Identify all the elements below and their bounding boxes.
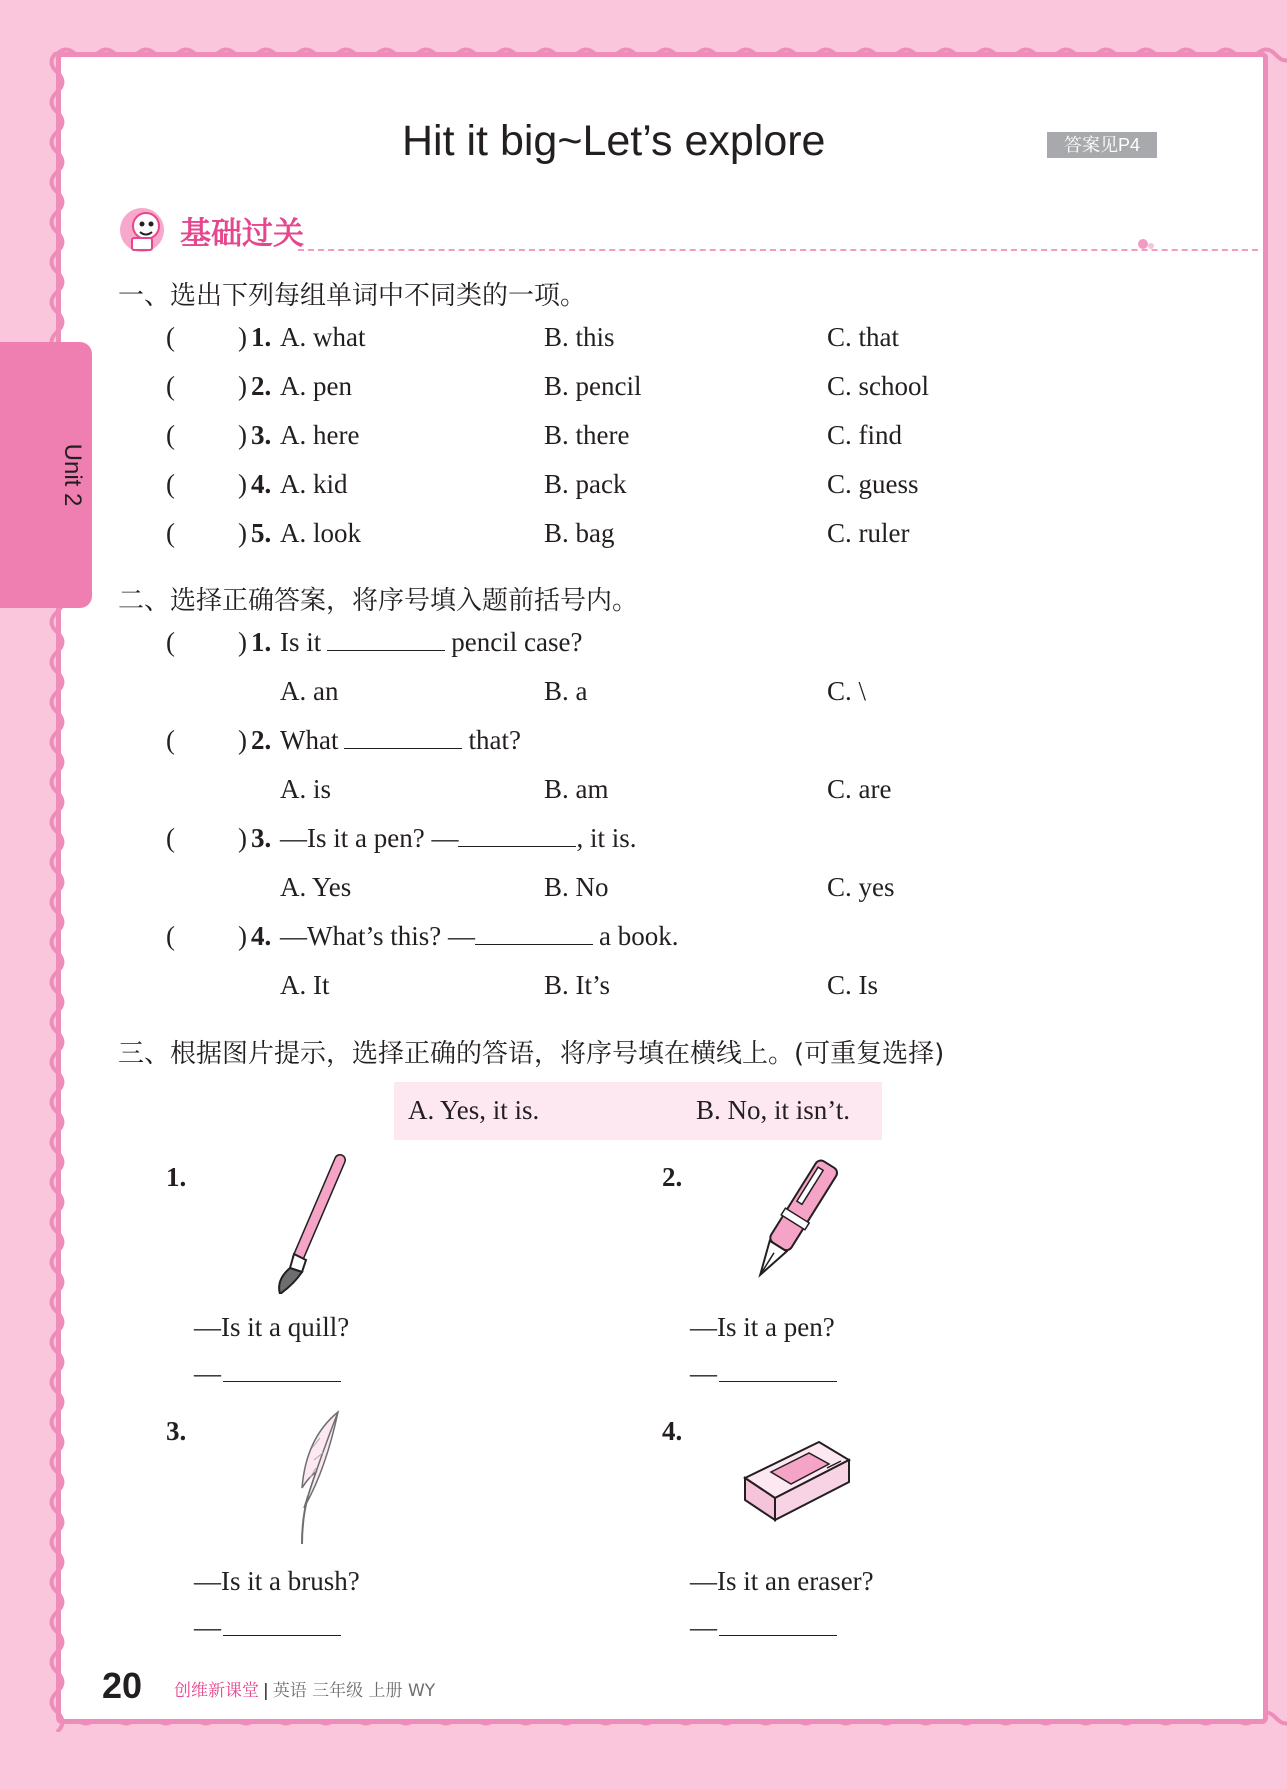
part2-title: 二、选择正确答案，将序号填入题前括号内。: [118, 586, 639, 616]
answer-paren-open: (: [166, 518, 175, 548]
answer-paren-open: (: [166, 322, 175, 352]
option-b: B. pack: [544, 469, 627, 499]
part1-question-row: [0, 518, 1287, 558]
part2-options-row: [0, 774, 1287, 814]
question-stem: [280, 921, 678, 952]
question-number: 3.: [251, 823, 272, 853]
part1-question-row: [0, 469, 1287, 509]
fill-blank[interactable]: [475, 944, 593, 945]
stem-text: What: [280, 725, 339, 755]
picture-question-3: [166, 1416, 586, 1656]
question-number: 4.: [251, 921, 272, 951]
picture-question-text: —Is it an eraser?: [690, 1566, 874, 1596]
stem-text: —Is it a pen? —: [280, 823, 459, 853]
fill-blank[interactable]: [223, 1381, 341, 1382]
option-c: C. guess: [827, 469, 919, 499]
answer-paren-close: ): [238, 725, 247, 755]
part1-question-row: [0, 322, 1287, 362]
pen-picture: [732, 1154, 852, 1294]
answer-dash: —: [194, 1612, 221, 1642]
option-a: A. pen: [280, 371, 352, 401]
footer-brand: 创维新课堂: [174, 1681, 259, 1701]
option-a: A. Yes: [280, 872, 352, 902]
answer-paren-close: ): [238, 921, 247, 951]
question-number: 5.: [251, 518, 272, 548]
answer-paren-open: (: [166, 627, 175, 657]
answer-paren-close: ): [238, 322, 247, 352]
fill-blank[interactable]: [458, 846, 576, 847]
fill-blank[interactable]: [223, 1635, 341, 1636]
option-a: A. here: [280, 420, 360, 450]
part1-title: 一、选出下列每组单词中不同类的一项。: [118, 281, 587, 311]
eraser-picture: [732, 1408, 862, 1548]
question-number: 4.: [251, 469, 272, 499]
answer-paren-close: ): [238, 627, 247, 657]
picture-question-text: —Is it a pen?: [690, 1312, 835, 1342]
stem-text: that?: [468, 725, 521, 755]
answer-paren-close: ): [238, 420, 247, 450]
stem-text: , it is.: [576, 823, 637, 853]
fill-blank[interactable]: [327, 650, 445, 651]
page-title: Hit it big~Let’s explore: [402, 117, 826, 165]
question-number: 1.: [251, 627, 272, 657]
question-number: 2.: [251, 371, 272, 401]
option-c: C. ruler: [827, 518, 910, 548]
section-divider: [298, 249, 1258, 251]
mascot-icon: [118, 204, 174, 254]
question-number: 1.: [251, 322, 272, 352]
page-number: 20: [102, 1665, 143, 1706]
question-stem: [280, 725, 521, 756]
option-c: C. yes: [827, 872, 895, 902]
option-c: C. Is: [827, 970, 879, 1000]
answer-paren-open: (: [166, 371, 175, 401]
option-c: C. are: [827, 774, 892, 804]
question-number: 3.: [251, 420, 272, 450]
section-dot: [1138, 239, 1148, 249]
unit-tab-label: Unit 2: [59, 443, 86, 507]
answer-reference-badge: 答案见P4: [1047, 132, 1157, 158]
answer-paren-open: (: [166, 725, 175, 755]
part1-question-row: [0, 420, 1287, 460]
picture-question-text: —Is it a quill?: [194, 1312, 350, 1342]
question-stem: [280, 627, 582, 658]
picture-question-4: [662, 1416, 1082, 1656]
question-stem: [280, 823, 636, 854]
picture-answer-line: [690, 1358, 837, 1389]
option-b: B. a: [544, 676, 588, 706]
option-b: B. No: [544, 872, 609, 902]
stem-text: Is it: [280, 627, 322, 657]
fill-blank[interactable]: [344, 748, 462, 749]
option-b: B. pencil: [544, 371, 642, 401]
picture-answer-line: [194, 1358, 341, 1389]
footer-info: [174, 1676, 435, 1701]
answer-paren-open: (: [166, 420, 175, 450]
option-c: C. that: [827, 322, 899, 352]
stem-text: —What’s this? —: [280, 921, 475, 951]
part3-title: 三、根据图片提示，选择正确的答语，将序号填在横线上。(可重复选择): [118, 1039, 945, 1069]
brush-picture: [236, 1154, 356, 1294]
option-c: C. \: [827, 676, 867, 706]
option-a: A. an: [280, 676, 339, 706]
footer-separator: |: [263, 1681, 269, 1701]
question-number: 1.: [166, 1162, 187, 1192]
stem-text: pencil case?: [451, 627, 583, 657]
picture-question-text: —Is it a brush?: [194, 1566, 360, 1596]
answer-paren-close: ): [238, 823, 247, 853]
section-heading: [118, 204, 1158, 254]
option-a: A. kid: [280, 469, 348, 499]
answer-dash: —: [194, 1358, 221, 1388]
answer-paren-close: ): [238, 469, 247, 499]
option-b: B. this: [544, 322, 615, 352]
picture-question-2: [662, 1162, 1082, 1402]
answer-paren-close: ): [238, 371, 247, 401]
part2-question-stem: [0, 627, 1287, 667]
fill-blank[interactable]: [719, 1381, 837, 1382]
picture-answer-line: [690, 1612, 837, 1643]
section-title: 基础过关: [180, 216, 304, 252]
fill-blank[interactable]: [719, 1635, 837, 1636]
choice-a: A. Yes, it is.: [408, 1095, 540, 1125]
option-a: A. is: [280, 774, 332, 804]
answer-choice-box: [394, 1082, 882, 1140]
option-c: C. school: [827, 371, 930, 401]
question-number: 2.: [662, 1162, 683, 1192]
picture-question-1: [166, 1162, 586, 1402]
part2-question-stem: [0, 725, 1287, 765]
answer-paren-open: (: [166, 823, 175, 853]
answer-paren-open: (: [166, 921, 175, 951]
question-number: 3.: [166, 1416, 187, 1446]
option-b: B. there: [544, 420, 630, 450]
quill-picture: [236, 1408, 356, 1548]
part2-options-row: [0, 872, 1287, 912]
question-number: 4.: [662, 1416, 683, 1446]
option-a: A. look: [280, 518, 361, 548]
part2-question-stem: [0, 921, 1287, 961]
answer-dash: —: [690, 1612, 717, 1642]
question-number: 2.: [251, 725, 272, 755]
option-b: B. am: [544, 774, 609, 804]
stem-text: a book.: [598, 921, 679, 951]
option-a: A. what: [280, 322, 366, 352]
picture-answer-line: [194, 1612, 341, 1643]
choice-b: B. No, it isn’t.: [696, 1095, 851, 1125]
part2-options-row: [0, 970, 1287, 1010]
part1-question-row: [0, 371, 1287, 411]
answer-dash: —: [690, 1358, 717, 1388]
option-b: B. It’s: [544, 970, 611, 1000]
option-c: C. find: [827, 420, 903, 450]
option-a: A. It: [280, 970, 330, 1000]
section-dot: [1148, 243, 1154, 249]
answer-paren-close: ): [238, 518, 247, 548]
answer-paren-open: (: [166, 469, 175, 499]
part2-question-stem: [0, 823, 1287, 863]
footer-subject: 英语 三年级 上册 WY: [272, 1681, 436, 1701]
part2-options-row: [0, 676, 1287, 716]
option-b: B. bag: [544, 518, 615, 548]
